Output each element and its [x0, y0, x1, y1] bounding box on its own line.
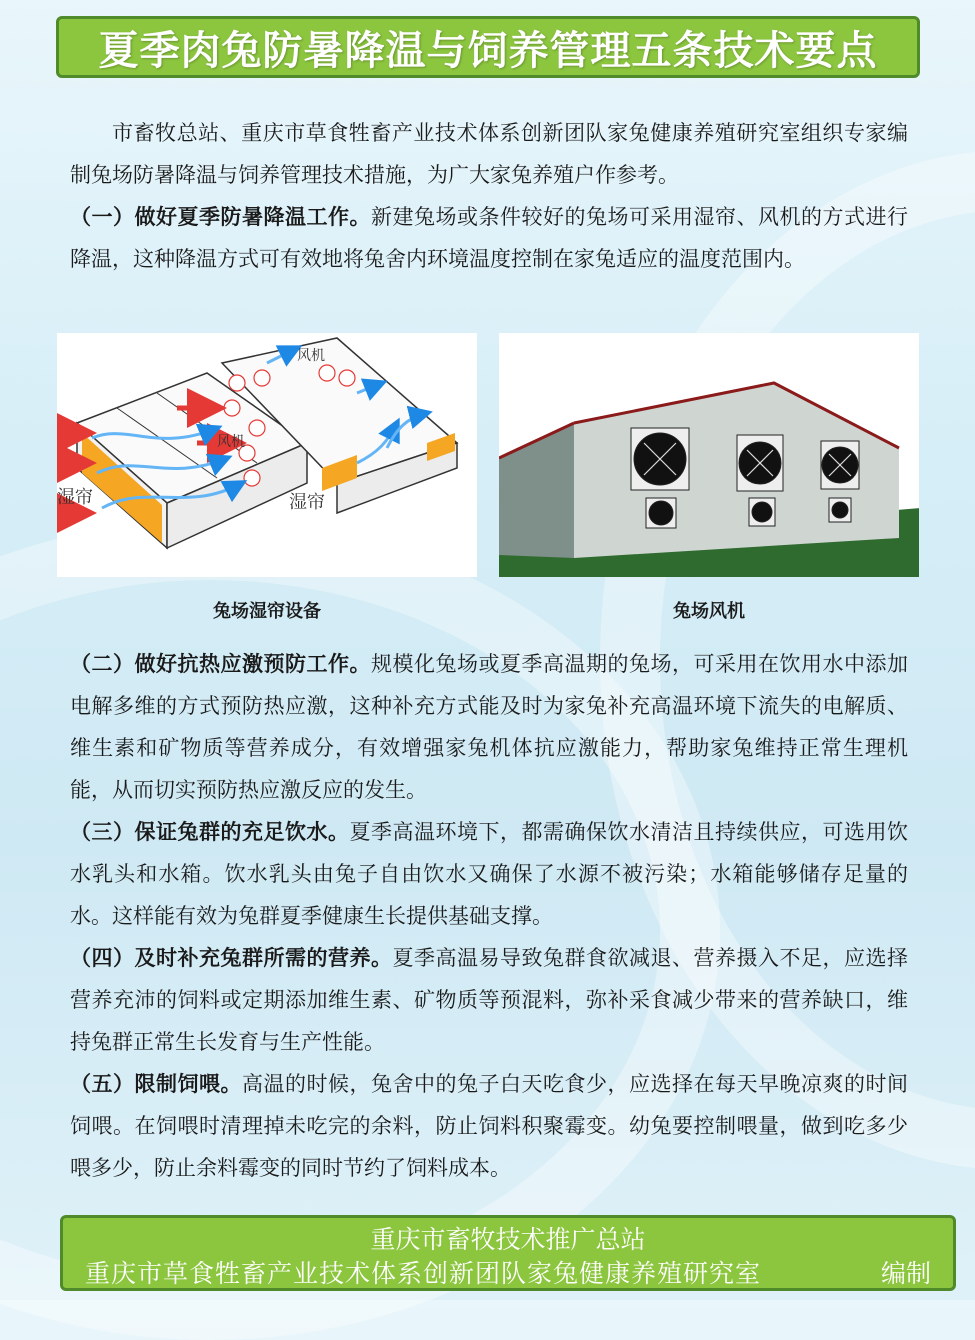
section-5: [70, 1063, 908, 1189]
footer-org-line1: 重庆市畜牧技术推广总站: [370, 1225, 646, 1254]
pad-label-left: 湿帘: [57, 487, 93, 507]
fan-barn-figure: [499, 333, 919, 577]
section-text: 夏季高温环境下，都需确保饮水清洁且持续供应，可选用饮水乳头和水箱。饮水乳头由兔子自由饮水又确保了水源不被污染；水箱能够储存足量的水。这样能有效为兔群夏季健康生长提供基础支撑。: [70, 820, 908, 928]
figure-caption-left: 兔场湿帘设备: [213, 601, 321, 622]
section-heading: （二）做好抗热应激预防工作。: [70, 651, 371, 676]
barn-fan-illustration: [499, 333, 919, 577]
fan-label-mid: 风机: [217, 433, 245, 449]
section-heading: （五）限制饲喂。: [70, 1071, 242, 1096]
intro-paragraph: 市畜牧总站、重庆市草食牲畜产业技术体系创新团队家兔健康养殖研究室组织专家编制兔场防暑降温与饲养管理技术措施，为广大家兔养殖户作参考。: [70, 121, 908, 187]
figure-caption-right: 兔场风机: [673, 601, 745, 622]
section-text: 新建兔场或条件较好的兔场可采用湿帘、风机的方式进行降温，这种降温方式可有效地将兔舍内环境温度控制在家兔适应的温度范围内。: [70, 205, 908, 271]
cooling-pad-figure: [57, 333, 477, 577]
section-heading: （三）保证兔群的充足饮水。: [70, 819, 350, 844]
section-heading: （一）做好夏季防暑降温工作。: [70, 204, 371, 229]
section-3: [70, 811, 908, 937]
section-heading: （四）及时补充兔群所需的营养。: [70, 945, 393, 970]
pad-label-right: 湿帘: [289, 492, 325, 512]
page-title: 夏季肉兔防暑降温与饲养管理五条技术要点: [98, 27, 878, 74]
footer-compiled-label: 编制: [880, 1259, 931, 1288]
sections-block: [70, 643, 908, 1189]
section-text: 规模化兔场或夏季高温期的兔场，可采用在饮用水中添加电解多维的方式预防热应激，这种补充方式能及时为家兔补充高温环境下流失的电解质、维生素和矿物质等营养成分，有效增强家兔机体抗应激能力，帮助家兔维持正常生理机能，从而切实预防热应激反应的发生。: [70, 652, 908, 802]
section-1: [70, 196, 908, 280]
title-banner: [56, 16, 920, 78]
cooling-pad-diagram: [57, 333, 477, 577]
intro-block: [70, 112, 908, 280]
section-text: 高温的时候，兔舍中的兔子白天吃食少，应选择在每天早晚凉爽的时间饲喂。在饲喂时清理掉未吃完的余料，防止饲料积聚霉变。幼兔要控制喂量，做到吃多少喂多少，防止余料霉变的同时节约了饲料成本。: [70, 1072, 908, 1180]
fan-label-top: 风机: [297, 347, 325, 363]
section-4: [70, 937, 908, 1063]
section-text: 夏季高温易导致兔群食欲减退、营养摄入不足，应选择营养充沛的饲料或定期添加维生素、矿物质等预混料，弥补采食减少带来的营养缺口，维持兔群正常生长发育与生产性能。: [70, 946, 908, 1054]
section-2: [70, 643, 908, 811]
footer-banner: [60, 1215, 956, 1291]
footer-org-line2: 重庆市草食牲畜产业技术体系创新团队家兔健康养殖研究室: [85, 1259, 762, 1288]
